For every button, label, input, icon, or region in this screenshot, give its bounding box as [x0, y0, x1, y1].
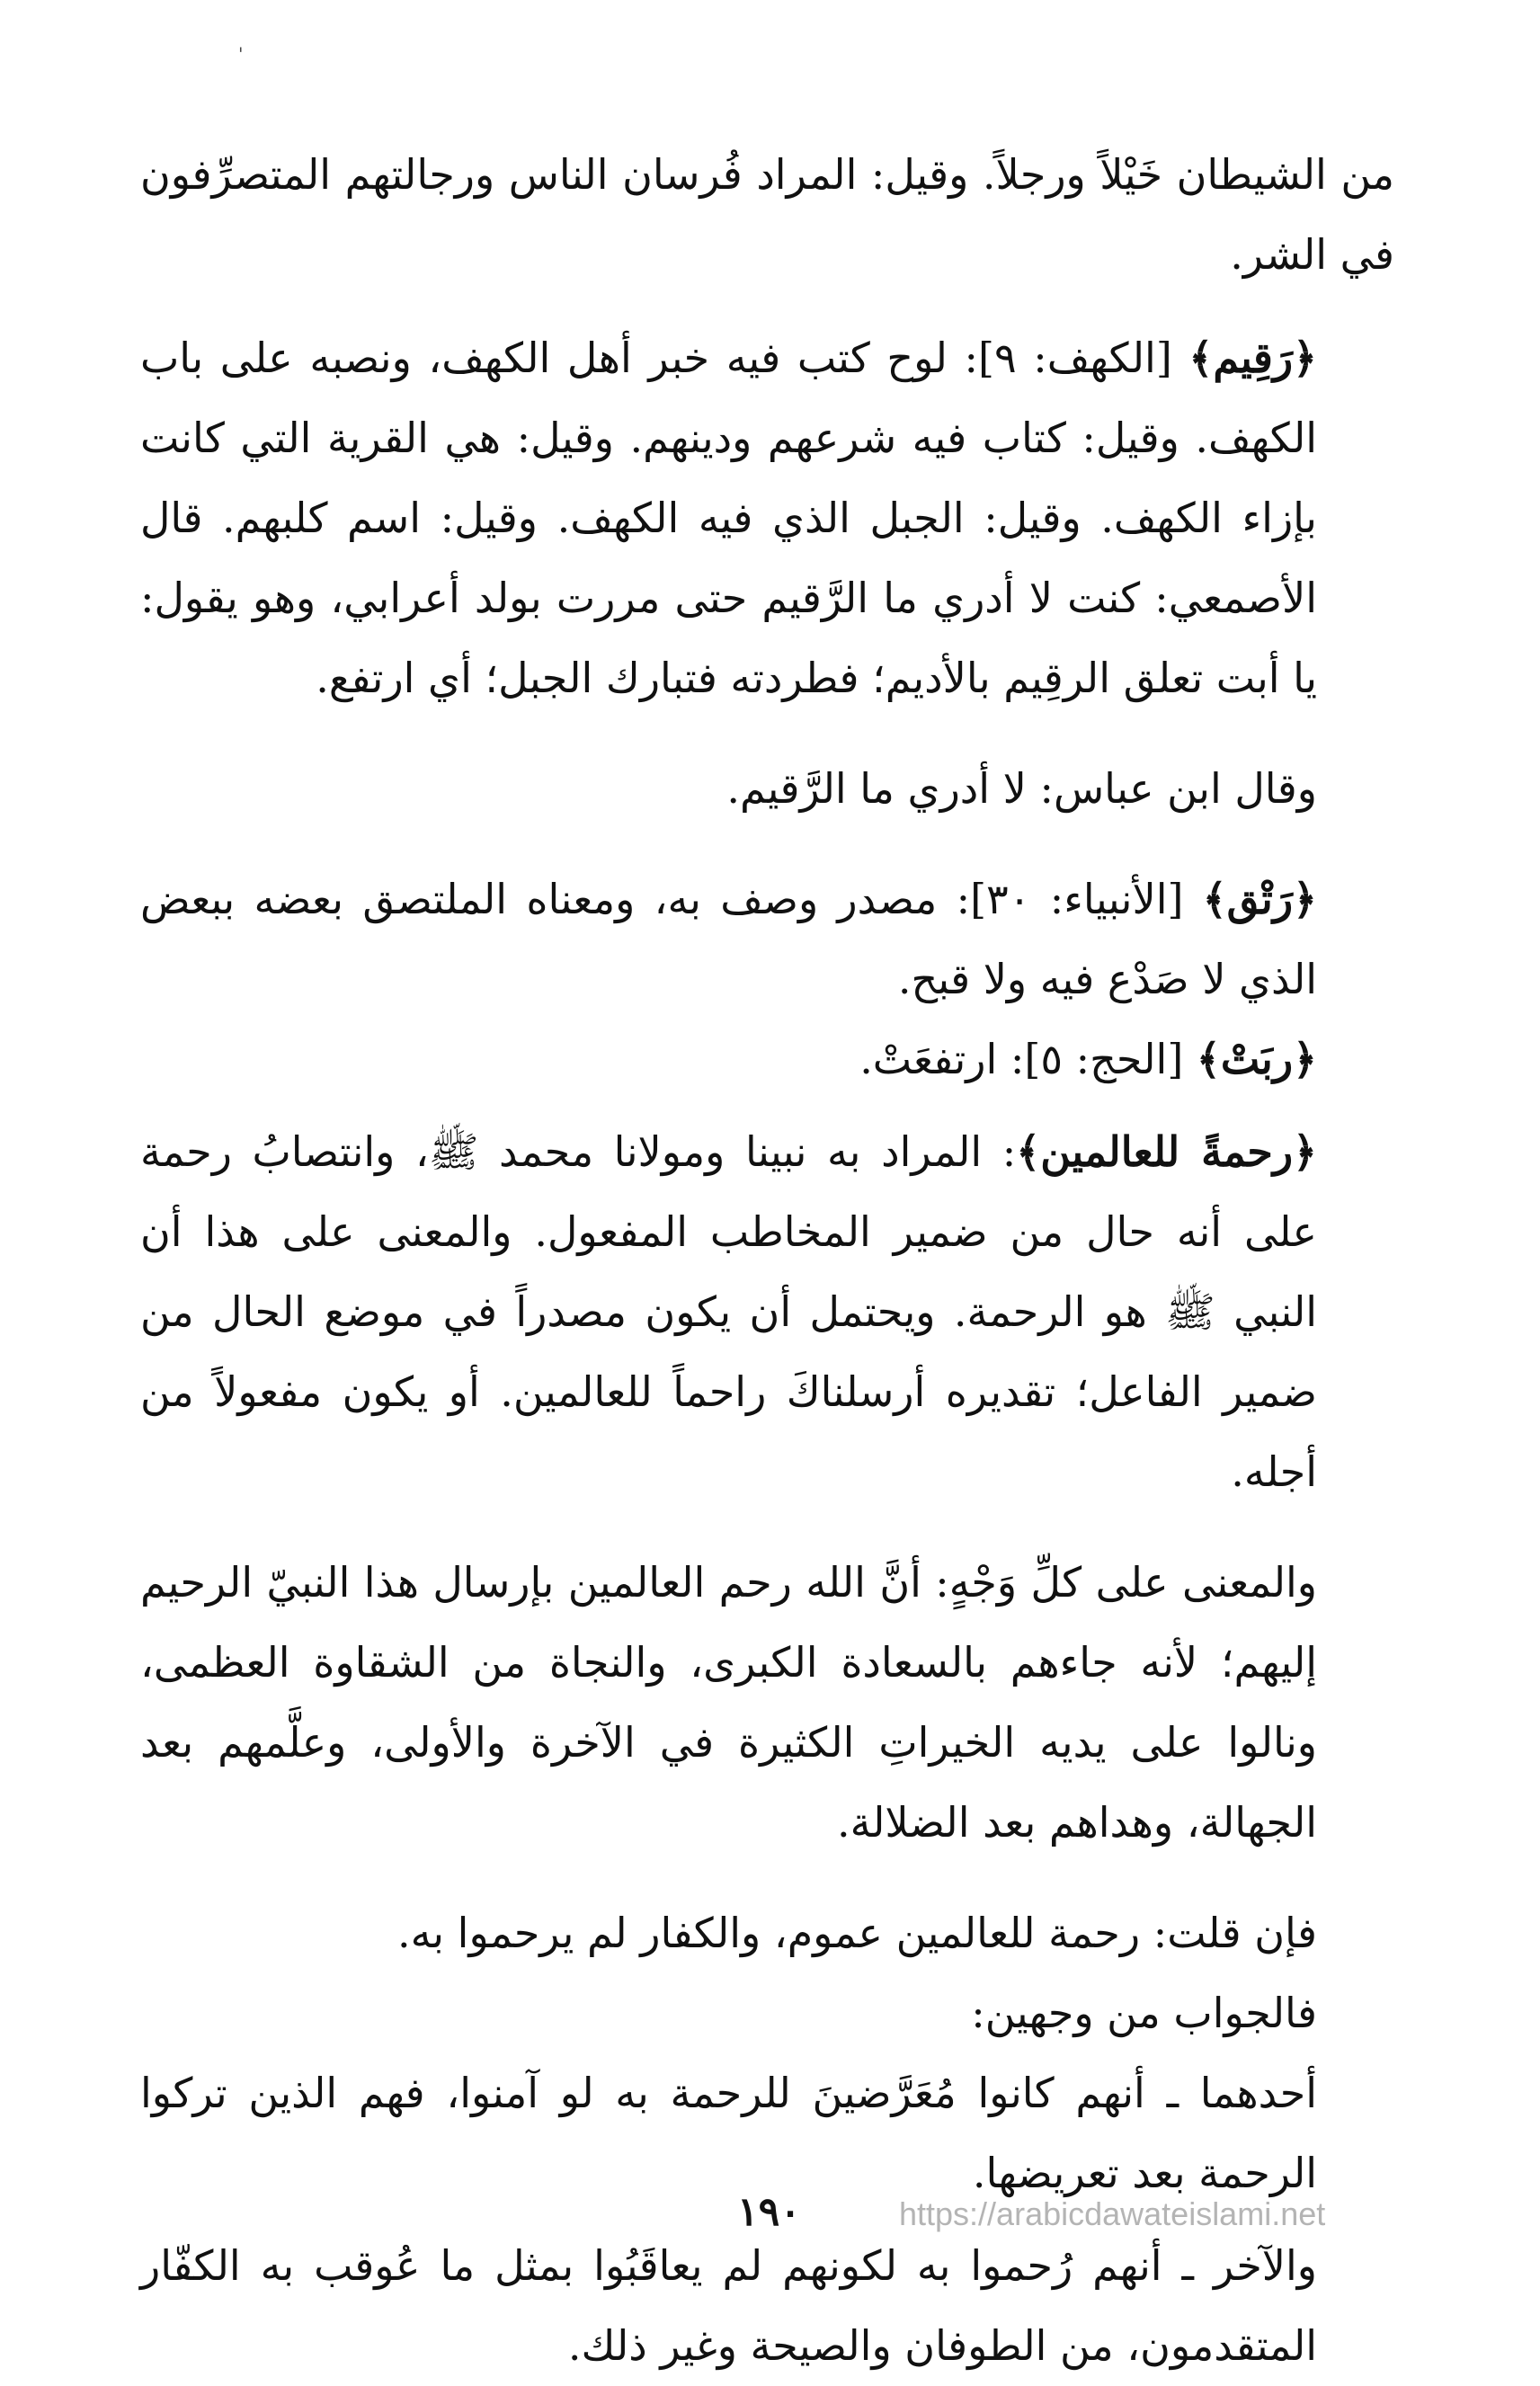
paragraph-question [140, 1893, 1394, 1973]
paragraph-text: فالجواب من وجهين: [971, 1989, 1317, 2037]
entry-headword: ﴿رَتْق﴾ [1202, 875, 1317, 923]
paragraph-text: فإن قلت: رحمة للعالمين عموم، والكفار لم يرحموا به. [396, 1909, 1317, 1957]
entry-definition: [الحج: ٥]: ارتفعَتْ. [859, 1035, 1197, 1083]
entry-headword: ﴿ربَتْ﴾ [1196, 1035, 1317, 1083]
paragraph-answer-second [140, 2226, 1394, 2386]
page-body [140, 135, 1394, 2386]
paragraph-text: من الشيطان خَيْلاً ورجلاً. وقيل: المراد فُرسان الناس ورجالتهم المتصرِّفون في الشر. [140, 150, 1394, 279]
margin-tick-mark: ' [238, 43, 244, 65]
entry-ratq [140, 859, 1394, 1019]
entry-headword: ﴿رَقِيم﴾ [1188, 334, 1317, 382]
paragraph-text: والمعنى على كلِّ وَجْهٍ: أنَّ الله رحم العالمين بإرسال هذا النبيّ الرحيم إليهم؛ لأنه جاءهم بالسعادة الكبرى، والنجاة من الشقاوة العظمى، ونالوا على يديه الخيراتِ الكثيرة في الآخرة والأولى، وعلَّمهم بعد الجهالة، وهداهم بعد الضلالة. [140, 1558, 1317, 1847]
paragraph-ibn-abbas [140, 749, 1394, 829]
entry-rabat [140, 1019, 1394, 1100]
paragraph-text: وقال ابن عباس: لا أدري ما الرَّقيم. [726, 764, 1317, 813]
paragraph-shaytan-continuation [140, 135, 1394, 295]
page-number: ١٩٠ [737, 2189, 801, 2235]
entry-headword: ﴿رحمةً للعالمين﴾ [1016, 1127, 1317, 1176]
entry-raqim [140, 318, 1394, 718]
paragraph-answer-intro [140, 1973, 1394, 2053]
entry-definition: [الكهف: ٩]: لوح كتب فيه خبر أهل الكهف، ونصبه على باب الكهف. وقيل: كتاب فيه شرعهم ودينهم. وقيل: هي القرية التي كانت بإزاء الكهف. وقيل: الجبل الذي فيه الكهف. وقيل: اسم كلبهم. قال الأصمعي: كنت لا أدري ما الرَّقيم حتى مررت بولد أعرابي، وهو يقول: يا أبت تعلق الرقِيم بالأديم؛ فطردته فتبارك الجبل؛ أي ارتفع. [140, 334, 1317, 702]
paragraph-text: والآخر ـ أنهم رُحموا به لكونهم لم يعاقَبُوا بمثل ما عُوقب به الكفّار المتقدمون، من الطوفان والصيحة وغير ذلك. [140, 2241, 1317, 2370]
entry-rahmatan-lil-alamin [140, 1112, 1394, 1512]
entry-definition: [الأنبياء: ٣٠]: مصدر وصف به، ومعناه الملتصق بعضه ببعض الذي لا صَدْع فيه ولا قبح. [140, 875, 1317, 1003]
paragraph-text: أحدهما ـ أنهم كانوا مُعَرَّضينَ للرحمة به لو آمنوا، فهم الذين تركوا الرحمة بعد تعريضها. [140, 2069, 1317, 2197]
paragraph-meaning [140, 1543, 1394, 1863]
watermark-url: https://arabicdawateislami.net [899, 2195, 1326, 2232]
entry-definition: : المراد به نبينا ومولانا محمد ﷺ، وانتصابُ رحمة على أنه حال من ضمير المخاطب المفعول. والمعنى على هذا أن النبي ﷺ هو الرحمة. ويحتمل أن يكون مصدراً في موضع الحال من ضمير الفاعل؛ تقديره أرسلناكَ راحماً للعالمين. أو يكون مفعولاً من أجله. [140, 1127, 1317, 1496]
